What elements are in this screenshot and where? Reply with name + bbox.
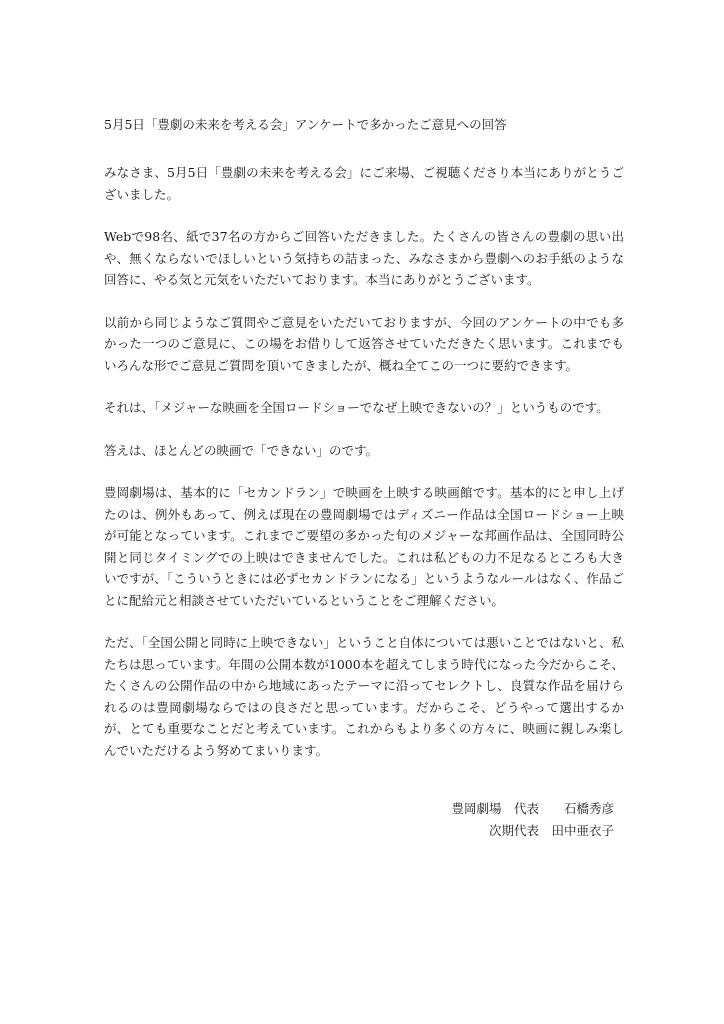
signature-next-representative: 次期代表 田中亜衣子 <box>488 823 614 838</box>
paragraph-closing: ただ、「全国公開と同時に上映できない」ということ自体については悪いことではないと、私たちは思っています。年間の公開本数が1000本を超えてしまう時代になった今だからこそ、たくさんの公開作品の中から地域にあったテーマに沿ってセレクトし、良質な作品を届けられるのは豊岡劇場ならではの良さだと思っています。だからこそ、どうやって選出するかが、とても重要なことだと考えています。これからもより多くの方々に、映画に親しみ楽しんでいただけるよう努めてまいります。 <box>104 635 624 758</box>
paragraph-responses: Webで98名、紙で37名の方からご回答いただきました。たくさんの皆さんの豊劇の思い出や、無くならないでほしいという気持ちの詰まった、みなさまから豊劇へのお手紙のような回答に、やる気と元気をいただいております。本当にありがとうございます。 <box>104 229 624 287</box>
letter-body <box>104 114 624 782</box>
paragraph-question: それは、「メジャーな映画を全国ロードショーでなぜ上映できないの？」というものです。 <box>104 400 609 415</box>
paragraph-intro-question: 以前から同じようなご質問やご意見をいただいておりますが、今回のアンケートの中でも多かった一つのご意見に、この場をお借りして返答させていただきたく思います。これまでもいろんな形でご意見ご質問を頂いてきましたが、概ね全てこの一つに要約できます。 <box>104 314 624 373</box>
signature-representative: 豊岡劇場 代表 石橋秀彦 <box>451 801 614 816</box>
signature-block <box>451 798 614 842</box>
paragraph-second-run: 豊岡劇場は、基本的に「セカンドラン」で映画を上映する映画館です。基本的にと申し上げたのは、例外もあって、例えば現在の豊岡劇場ではディズニー作品は全国ロードショー上映が可能となっています。これまでご要望の多かった旬のメジャーな邦画作品は、全国同時公開と同じタイミングでの上映はできませんでした。これは私どもの力不足なるところも大きいですが、「こういうときには必ずセカンドランになる」というようなルールはなく、作品ごとに配給元と相談させていただいているということをご理解ください。 <box>104 485 624 608</box>
document-title: 5月5日「豊劇の未来を考える会」アンケートで多かったご意見への回答 <box>104 117 507 132</box>
paragraph-answer: 答えは、ほとんどの映画で「できない」のです。 <box>104 442 379 458</box>
paragraph-thanks: みなさま、5月5日「豊劇の未来を考える会」にご来場、ご視聴くださり本当にありがとうございました。 <box>104 165 624 202</box>
